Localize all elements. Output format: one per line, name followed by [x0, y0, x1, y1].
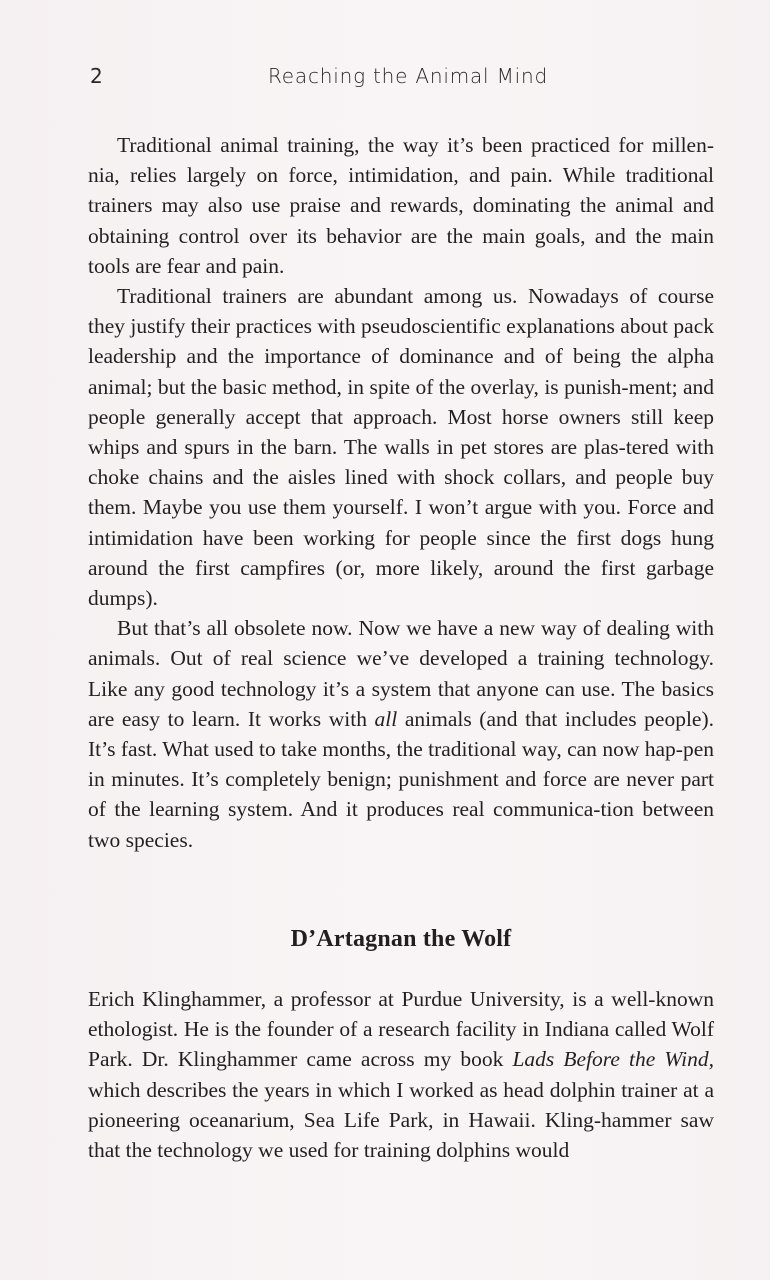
running-title: Reaching the Animal Mind [268, 64, 548, 88]
body-text [88, 130, 714, 855]
paragraph-3-emphasis: all [374, 706, 398, 731]
paragraph-1: Traditional animal training, the way it’s been practiced for millen-nia, relies largely on force, intimidation, and pain. While traditional trainers may also use praise and rewards, dominating the animal and obtaining control over its behavior are the main goals, and the main tools are fear and pain. [88, 133, 714, 278]
section-paragraph-1-text-b: which describes the years in which I worked as head dolphin trainer at a pioneering oceanarium, Sea Life Park, in Hawaii. Kling-hammer saw that the technology we used for training dolphins would [88, 1077, 714, 1163]
section-text [88, 984, 714, 1165]
section-heading: D’Artagnan the Wolf [290, 926, 512, 952]
paragraph-3-text-b: animals (and that includes people). It’s fast. What used to take months, the traditional way, can now hap-pen in minutes. It’s completely benign; punishment and force are never part of the learning system. And it produces real communica-tion between two species. [88, 706, 714, 852]
paragraph-2: Traditional trainers are abundant among us. Nowadays of course they justify their practices with pseudoscientific explanations about pack leadership and the importance of dominance and of being the alpha animal; but the basic method, in spite of the overlay, is punish-ment; and people generally accept that approach. Most horse owners still keep whips and spurs in the barn. The walls in pet stores are plas-tered with choke chains and the aisles lined with shock collars, and people buy them. Maybe you use them yourself. I won’t argue with you. Force and intimidation have been working for people since the first dogs hung around the first campfires (or, more likely, around the first garbage dumps). [88, 284, 714, 611]
page-number: 2 [90, 64, 104, 88]
section-paragraph-1 [88, 984, 714, 1165]
paragraph-3-text-a: But that’s all obsolete now. Now we have a new way of dealing with animals. Out of real science we’ve developed a training technology. Like any good technology it’s a system that anyone can use. The basics are easy to learn. It works with [88, 616, 714, 731]
section-paragraph-1-text-a: Erich Klinghammer, a professor at Purdue University, is a well-known ethologist. He is the founder of a research facility in Indiana called Wolf Park. Dr. Klinghammer came across my book [88, 987, 714, 1072]
paragraph-3 [88, 613, 714, 855]
running-header [88, 64, 714, 94]
book-title: Lads Before the Wind, [512, 1047, 714, 1072]
